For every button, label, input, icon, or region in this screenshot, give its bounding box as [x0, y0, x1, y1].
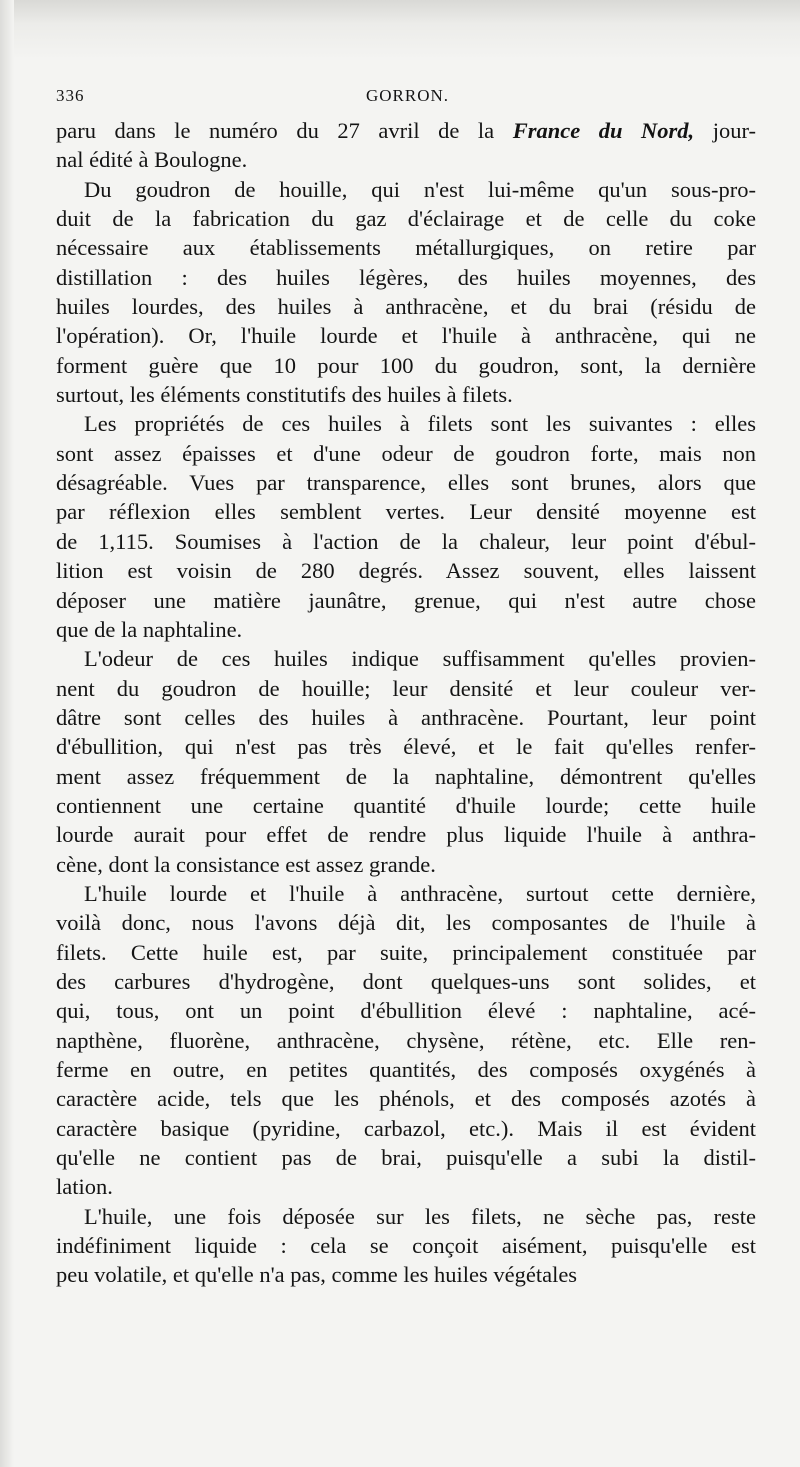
text-line: lation. — [56, 1174, 113, 1200]
text-line: l'opération). Or, l'huile lourde et l'huile à anthracène, qui ne — [56, 323, 756, 349]
text-line: napthène, fluorène, anthracène, chysène, rétène, etc. Elle ren- — [56, 1027, 756, 1053]
text-line: nent du goudron de houille; leur densité et leur couleur ver- — [56, 675, 756, 701]
emphasized-title: France du Nord, — [512, 118, 695, 143]
text-line: Du goudron de houille, qui n'est lui-même qu'un sous-pro- — [84, 176, 756, 202]
text-line: lition est voisin de 280 degrés. Assez souvent, elles laissent — [56, 558, 756, 584]
paragraph — [56, 175, 756, 410]
text-line: par réflexion elles semblent vertes. Leur densité moyenne est — [56, 499, 756, 525]
text-line: duit de la fabrication du gaz d'éclairage et de celle du coke — [56, 206, 756, 232]
text-line: L'huile, une fois déposée sur les filets, ne sèche pas, reste — [84, 1203, 756, 1229]
text-line: peu volatile, et qu'elle n'a pas, comme les huiles végétales — [56, 1262, 578, 1288]
scan-shadow-left — [0, 0, 14, 1467]
text-line: désagréable. Vues par transparence, elles sont brunes, alors que — [56, 470, 756, 496]
text-line: huiles lourdes, des huiles à anthracène, et du brai (résidu de — [56, 294, 756, 320]
text-line: ferme en outre, en petites quantités, des composés oxygénés à — [56, 1057, 756, 1082]
text-line: caractère acide, tels que les phénols, et des composés azotés à — [56, 1086, 756, 1112]
text-line: L'odeur de ces huiles indique suffisamment qu'elles provien- — [84, 646, 756, 672]
text-line: filets. Cette huile est, par suite, principalement constituée par — [56, 939, 756, 965]
text-line: nal édité à Boulogne. — [56, 147, 248, 173]
text-line: distillation : des huiles légères, des huiles moyennes, des — [56, 264, 756, 290]
text-line: ment assez fréquemment de la naphtaline, démontrent qu'elles — [56, 763, 756, 789]
text-line: nécessaire aux établissements métallurgiques, on retire par — [56, 235, 756, 261]
text-line: contiennent une certaine quantité d'huile lourde; cette huile — [56, 792, 756, 818]
paragraph — [56, 644, 756, 879]
text-line: surtout, les éléments constitutifs des huiles à filets. — [56, 382, 513, 408]
text-line: des carbures d'hydrogène, dont quelques-uns sont solides, et — [56, 968, 756, 994]
page-header — [56, 86, 756, 116]
text-line: de 1,115. Soumises à l'action de la chaleur, leur point d'ébul- — [56, 528, 756, 554]
text-line: forment guère que 10 pour 100 du goudron, sont, la dernière — [56, 352, 756, 378]
text-line: voilà donc, nous l'avons déjà dit, les composantes de l'huile à — [56, 910, 756, 936]
text-line: L'huile lourde et l'huile à anthracène, surtout cette dernière, — [84, 880, 756, 906]
text-line: caractère basique (pyridine, carbazol, etc.). Mais il est évident — [56, 1115, 756, 1141]
text-line: que de la naphtaline. — [56, 616, 243, 642]
text-line: dâtre sont celles des huiles à anthracène. Pourtant, leur point — [56, 704, 756, 730]
scan-shadow-top — [0, 0, 800, 60]
text-line: qu'elle ne contient pas de brai, puisqu'elle a subi la distil- — [56, 1145, 756, 1171]
running-head: GORRON. — [366, 86, 450, 105]
text-line: indéfiniment liquide : cela se conçoit aisément, puisqu'elle est — [56, 1233, 756, 1259]
text-line: d'ébullition, qui n'est pas très élevé, et le fait qu'elles renfer- — [56, 734, 756, 760]
paragraph — [56, 879, 756, 1202]
text-line: qui, tous, ont un point d'ébullition élevé : naphtaline, acé- — [56, 998, 756, 1024]
body-text — [56, 116, 756, 1290]
paragraph — [56, 1202, 756, 1290]
page-number: 336 — [56, 86, 85, 105]
text-line: déposer une matière jaunâtre, grenue, qui n'est autre chose — [56, 587, 756, 613]
paragraph — [56, 409, 756, 644]
text-line: paru dans le numéro du 27 avril de la France du Nord, jour- — [56, 118, 756, 143]
book-page — [56, 86, 756, 1290]
text-line: sont assez épaisses et d'une odeur de goudron forte, mais non — [56, 440, 756, 466]
text-line: lourde aurait pour effet de rendre plus liquide l'huile à anthra- — [56, 822, 756, 848]
paragraph — [56, 116, 756, 175]
text-line: Les propriétés de ces huiles à filets sont les suivantes : elles — [84, 411, 756, 437]
text-line: cène, dont la consistance est assez grande. — [56, 851, 436, 877]
